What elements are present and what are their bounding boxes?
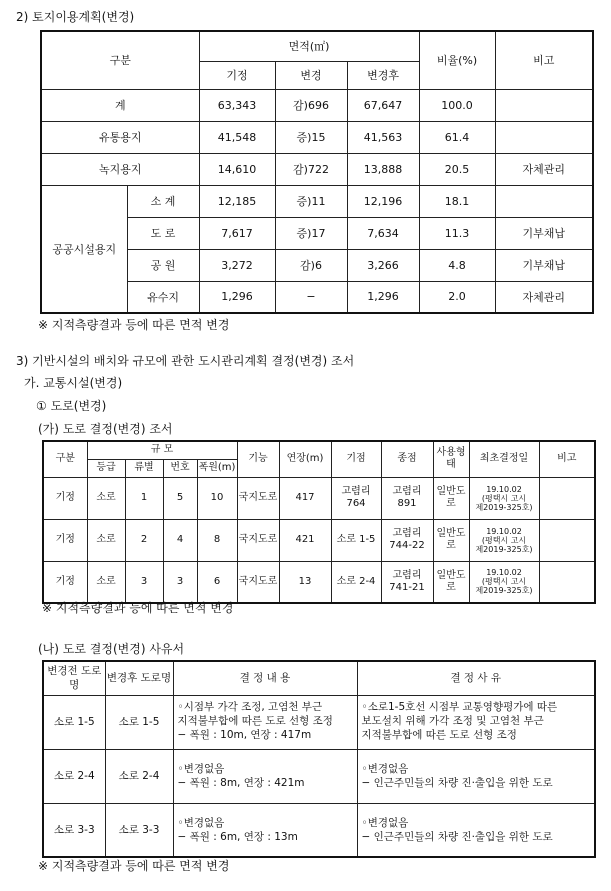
header-reason: 결 정 사 유	[357, 661, 595, 695]
header-length: 연장(m)	[279, 441, 331, 477]
table-row: 공공시설용지 소 계 12,185 증)11 12,196 18.1	[41, 185, 593, 217]
header-change: 변경	[275, 61, 347, 89]
header-content: 결 정 내 용	[173, 661, 357, 695]
header-category: 구분	[41, 31, 199, 89]
header-category: 구분	[43, 441, 87, 477]
land-use-table	[40, 30, 594, 314]
section-na-note: ※ 지적측량결과 등에 따른 면적 변경	[38, 859, 230, 873]
subsection-road: ① 도로(변경)	[36, 399, 107, 413]
section3-note: ※ 지적측량결과 등에 따른 면적 변경	[42, 601, 234, 615]
table-row: 기정 소로 2 4 8 국지도로 421 소로 1-5 고렴리 744-22 일반도로 19.10.02 (평택시 고시 제2019-325호)	[43, 519, 595, 561]
header-scale: 규 모	[87, 441, 237, 459]
header-first-date: 최초결정일	[469, 441, 539, 477]
section3-title: 3) 기반시설의 배치와 규모에 관한 도시관리계획 결정(변경) 조서	[16, 354, 355, 368]
header-remark: 비고	[495, 31, 593, 89]
section2-title: 2) 토지이용계획(변경)	[16, 10, 135, 24]
header-before: 기정	[199, 61, 275, 89]
table-row: 기정 소로 1 5 10 국지도로 417 고렴리 764 고렴리 891 일반도로 19.10.02 (평택시 고시 제2019-325호)	[43, 477, 595, 519]
header-before-road: 변경전 도로명	[43, 661, 105, 695]
header-end: 종점	[381, 441, 433, 477]
road-decision-table	[42, 440, 596, 604]
table-row: 유수지 1,296 − 1,296 2.0 자체관리	[41, 281, 593, 313]
header-grade: 등급	[87, 459, 125, 477]
header-width: 폭원(m)	[197, 459, 237, 477]
table-row: 도 로 7,617 증)17 7,634 11.3 기부채납	[41, 217, 593, 249]
subsection-reason: (나) 도로 결정(변경) 사유서	[38, 642, 185, 656]
header-class: 류별	[125, 459, 163, 477]
public-group-label: 공공시설용지	[41, 185, 127, 313]
header-remark: 비고	[539, 441, 595, 477]
table-row: 소로 1-5 소로 1-5 ◦시점부 가각 조정, 고염천 부근 지적불부합에 따른 도로 선형 조정 − 폭원 : 10m, 연장 : 417m ◦소로1-5호선 시점부 교통영향평가에 따른 보도설치 위해 가각 조정 및 고염천 부근 지적불부합에 따른 도로 선형 조정	[43, 695, 595, 749]
header-function: 기능	[237, 441, 279, 477]
table-row: 계 63,343 감)696 67,647 100.0	[41, 89, 593, 121]
table-row: 기정 소로 3 3 6 국지도로 13 소로 2-4 고렴리 741-21 일반도로 19.10.02 (평택시 고시 제2019-325호)	[43, 561, 595, 603]
header-origin: 기점	[331, 441, 381, 477]
table-row: 소로 2-4 소로 2-4 ◦변경없음 − 폭원 : 8m, 연장 : 421m ◦변경없음 − 인근주민들의 차량 진·출입을 위한 도로	[43, 749, 595, 803]
header-after-road: 변경후 도로명	[105, 661, 173, 695]
table-row: 녹지용지 14,610 감)722 13,888 20.5 자체관리	[41, 153, 593, 185]
section2-note: ※ 지적측량결과 등에 따른 면적 변경	[38, 318, 230, 332]
header-usage: 사용형태	[433, 441, 469, 477]
road-reason-table	[42, 660, 596, 858]
table-row: 공 원 3,272 감)6 3,266 4.8 기부채납	[41, 249, 593, 281]
header-number: 번호	[163, 459, 197, 477]
header-area: 면적(㎡)	[199, 31, 419, 61]
table-row: 소로 3-3 소로 3-3 ◦변경없음 − 폭원 : 6m, 연장 : 13m ◦변경없음 − 인근주민들의 차량 진·출입을 위한 도로	[43, 803, 595, 857]
header-after: 변경후	[347, 61, 419, 89]
subsection-road-decision: (가) 도로 결정(변경) 조서	[38, 422, 173, 436]
table-row: 유통용지 41,548 증)15 41,563 61.4	[41, 121, 593, 153]
subsection-transport: 가. 교통시설(변경)	[24, 376, 123, 390]
header-ratio: 비율(%)	[419, 31, 495, 89]
